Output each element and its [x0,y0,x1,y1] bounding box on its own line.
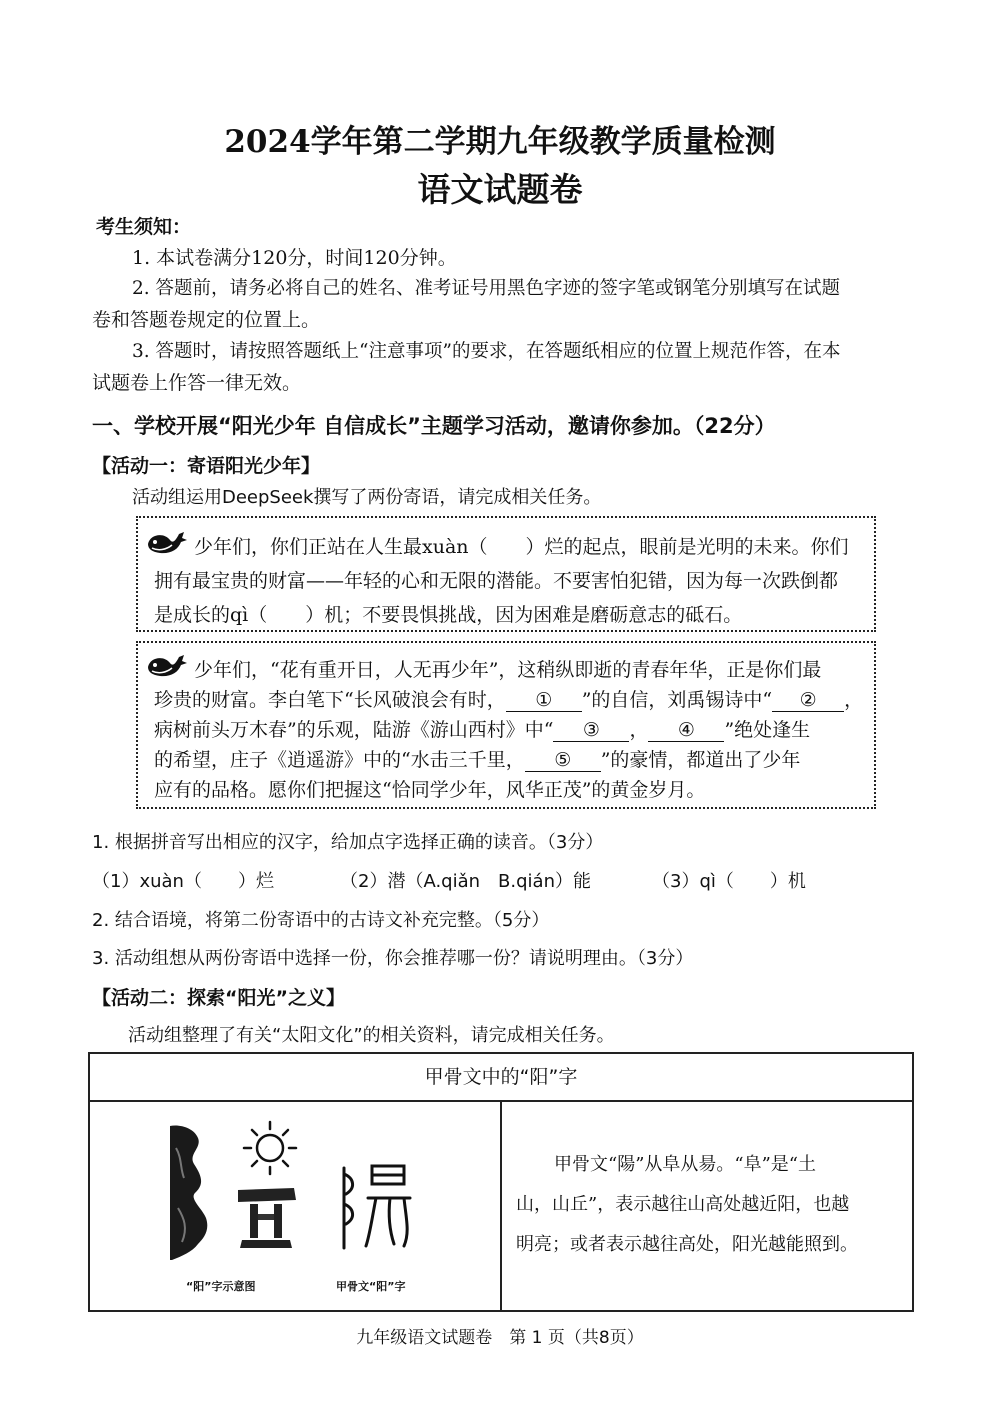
notice-item-2-line-2: 卷和答题卷规定的位置上。 [92,309,321,331]
notice-item-2-line-1: 2. 答题前，请务必将自己的姓名、准考证号用黑色字迹的签字笔或钢笔分别填写在试题 [132,278,841,299]
caption-oracle-bone: 甲骨文“阳”字 [336,1280,406,1293]
info-table [88,1052,914,1312]
activity-1-intro: 活动组运用DeepSeek撰写了两份寄语，请完成相关任务。 [132,487,602,508]
message-2-line-2 [154,685,863,712]
whale-icon [146,653,188,679]
yang-character-illustration [158,1118,418,1268]
message-2-line-4 [154,745,800,772]
sun-icon [244,1122,296,1174]
message-1-line-1: 少年们，你们正站在人生最xuàn（ ）烂的起点，眼前是光明的未来。你们 [194,536,849,558]
whale-icon [146,530,188,556]
question-1-part-3: （3）qì（ ）机 [652,871,806,892]
message-2-line-5: 应有的品格。愿你们把握这“恰同学少年，风华正茂”的黄金岁月。 [154,779,706,801]
question-1: 1. 根据拼音写出相应的汉字，给加点字选择正确的读音。（3分） [92,832,604,853]
message-2-line-3 [154,715,810,742]
message-2-line-1: 少年们，“花有重开日，人无再少年”，这稍纵即逝的青春年华，正是你们最 [194,659,822,681]
message-2-line-2-text-a: 珍贵的财富。李白笔下“长风破浪会有时， [154,689,506,711]
blank-5: ⑤ [525,749,601,772]
activity-2-intro: 活动组整理了有关“太阳文化”的相关资料，请完成相关任务。 [128,1025,615,1046]
question-1-part-2: （2）潜（A.qiǎn B.qián）能 [340,871,591,892]
notice-item-3-line-1: 3. 答题时，请按照答题纸上“注意事项”的要求，在答题纸相应的位置上规范作答，在本 [132,341,841,362]
message-box-1 [136,516,876,632]
notice-heading: 考生须知： [96,216,192,238]
activity-2-title: 【活动二：探索“阳光”之义】 [92,987,345,1009]
notice-item-1: 1. 本试卷满分120分，时间120分钟。 [132,247,457,269]
description-line-1: 甲骨文“陽”从阜从昜。“阜”是“土 [554,1154,817,1175]
notice-item-3-line-2: 试题卷上作答一律无效。 [92,372,302,394]
blank-1: ① [506,689,582,712]
table-header: 甲骨文中的“阳”字 [90,1054,912,1102]
page-footer: 九年级语文试题卷 第 1 页（共8页） [356,1328,644,1348]
message-2-line-2-text-b: ”的自信，刘禹锡诗中“ [581,689,773,711]
activity-1-title: 【活动一：寄语阳光少年】 [92,455,321,477]
message-2-line-2-text-c: ， [844,689,864,711]
description-line-3: 明亮；或者表示越往高处，阳光越能照到。 [516,1234,858,1255]
blank-3: ③ [553,719,629,742]
exam-title: 2024学年第二学期九年级教学质量检测 [224,124,776,160]
message-2-line-4-text-a: 的希望，庄子《逍遥游》中的“水击三千里， [154,749,525,771]
description-line-2: 山，山丘”，表示越往山高处越近阳，也越 [516,1194,850,1215]
message-2-line-3-text-a: 病树前头万木春”的乐观，陆游《游山西村》中“ [154,719,554,741]
section-1-heading: 一、学校开展“阳光少年 自信成长”主题学习活动，邀请你参加。（22分） [92,414,776,438]
table-divider [500,1100,502,1310]
message-2-line-4-text-b: ”的豪情，都道出了少年 [600,749,801,771]
message-box-2 [136,641,876,809]
caption-illustration: “阳”字示意图 [186,1280,256,1293]
blank-2: ② [772,689,844,712]
question-2: 2. 结合语境，将第二份寄语中的古诗文补充完整。（5分） [92,910,550,931]
question-3: 3. 活动组想从两份寄语中选择一份，你会推荐哪一份？请说明理由。（3分） [92,948,694,969]
exam-subtitle: 语文试题卷 [417,170,583,209]
message-2-line-3-text-b: ， [629,719,649,741]
blank-4: ④ [648,719,724,742]
message-1-line-2: 拥有最宝贵的财富——年轻的心和无限的潜能。不要害怕犯错，因为每一次跌倒都 [154,570,839,592]
message-2-line-3-text-c: ”绝处逢生 [724,719,811,741]
message-1-line-3: 是成长的qì（ ）机；不要畏惧挑战，因为困难是磨砺意志的砥石。 [154,604,743,626]
question-1-part-1: （1）xuàn（ ）烂 [92,871,274,892]
